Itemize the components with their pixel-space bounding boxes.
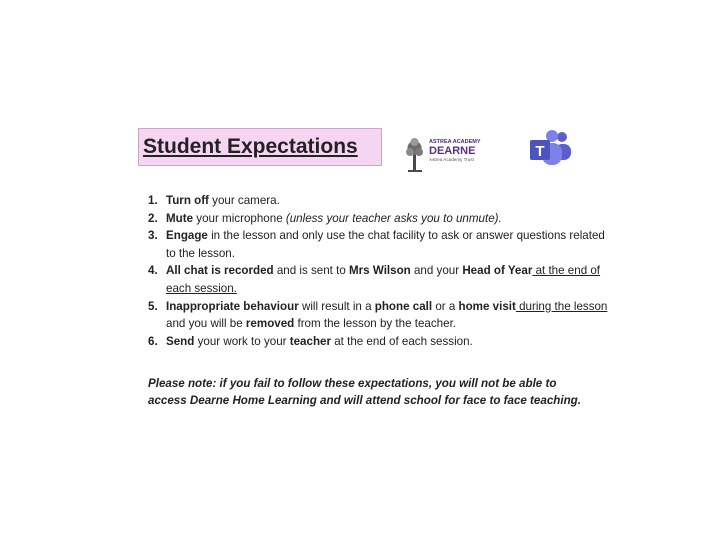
page-title: Student Expectations — [143, 135, 358, 158]
list-item: 4. All chat is recorded and is sent to Mrs Wilson and your Head of Year at the end of each session. — [148, 264, 601, 295]
dearne-academy-logo — [405, 132, 493, 174]
list-item: 3. Engage in the lesson and only use the chat facility to ask or answer questions related to the lesson. — [148, 229, 605, 260]
note-text: Please note: if you fail to follow these expectations, you will not be able to access Dearne Home Learning and will attend school for face to face teaching. — [148, 377, 581, 407]
logo-line2: DEARNE — [429, 145, 476, 157]
logo-line1: ASTREA ACADEMY — [429, 139, 481, 145]
list-item: 5. Inappropriate behaviour will result in a phone call or a home visit during the lesson and you will be removed from the lesson by the teacher. — [148, 299, 608, 331]
teams-letter: T — [535, 143, 545, 160]
microsoft-teams-icon — [528, 130, 572, 170]
list-item: 6. Send your work to your teacher at the end of each session. — [148, 333, 608, 351]
item-number: 3. — [148, 229, 158, 243]
logo-line3: Astrea Academy Trust — [429, 157, 474, 162]
expectations-list — [148, 192, 608, 350]
tree-icon — [406, 138, 423, 172]
item-number: 5. — [148, 299, 158, 313]
item-number: 2. — [148, 211, 158, 225]
title-box — [138, 128, 382, 166]
item-number: 1. — [148, 194, 158, 207]
list-item: 1. Turn off your camera. — [148, 192, 608, 210]
item-number: 4. — [148, 264, 158, 278]
list-item: 2. Mute your microphone (unless your teacher asks you to unmute). — [148, 210, 608, 228]
item-number: 6. — [148, 334, 158, 348]
